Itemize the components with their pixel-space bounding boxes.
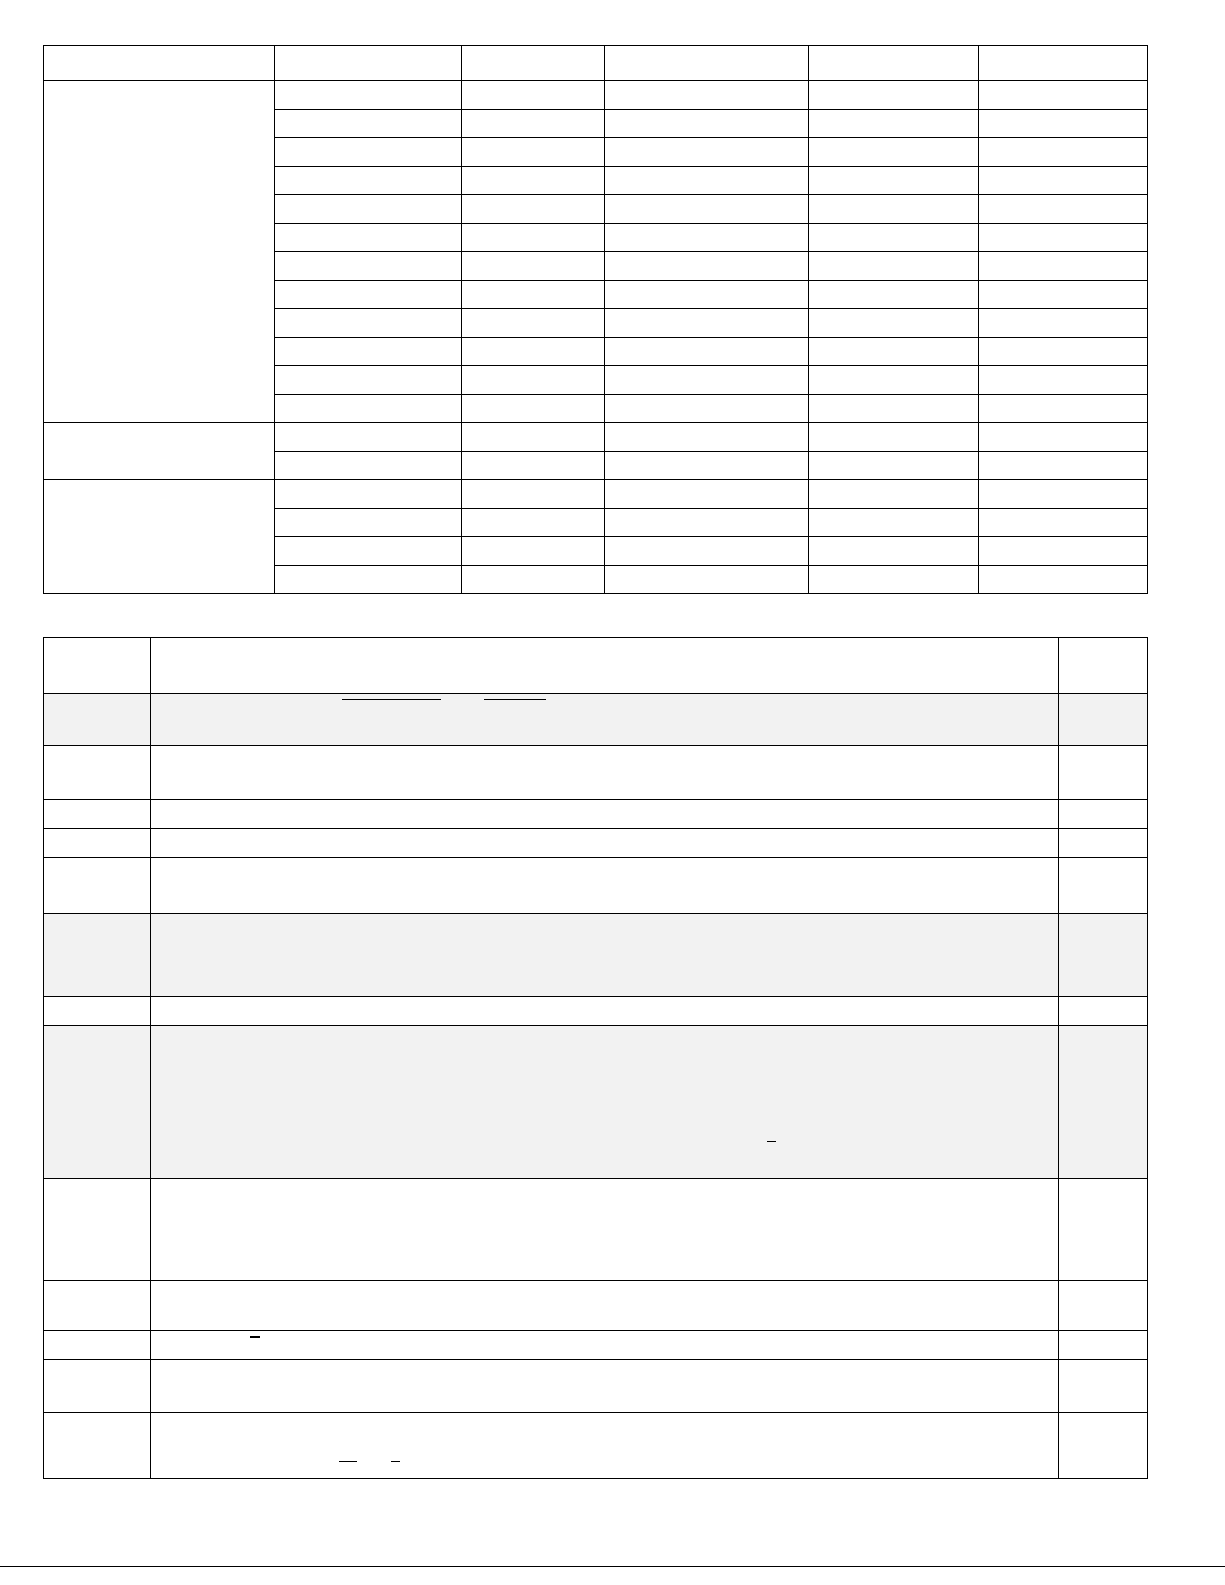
step-description-cell xyxy=(151,1179,1059,1281)
spec-cell xyxy=(979,166,1148,195)
spec-cell xyxy=(809,394,979,423)
spec-cell xyxy=(275,537,462,566)
spec-cell xyxy=(809,166,979,195)
step-row xyxy=(44,1026,1148,1179)
step-row xyxy=(44,1413,1148,1479)
spec-cell xyxy=(979,280,1148,309)
step-row xyxy=(44,829,1148,858)
overline-mark xyxy=(339,1461,357,1462)
spec-cell xyxy=(605,537,809,566)
spec-cell xyxy=(605,337,809,366)
step-check-cell xyxy=(1059,694,1148,746)
spec-cell xyxy=(462,394,605,423)
step-row xyxy=(44,800,1148,829)
spec-row xyxy=(44,480,1148,509)
step-check-cell xyxy=(1059,800,1148,829)
spec-cell xyxy=(979,109,1148,138)
step-check-cell xyxy=(1059,1179,1148,1281)
step-description-cell xyxy=(151,694,1059,746)
spec-cell xyxy=(605,138,809,167)
spec-cell xyxy=(275,394,462,423)
spec-cell xyxy=(605,195,809,224)
spec-cell xyxy=(462,480,605,509)
spec-cell xyxy=(809,565,979,594)
spec-cell xyxy=(809,537,979,566)
spec-cell xyxy=(979,337,1148,366)
step-check-cell xyxy=(1059,829,1148,858)
spec-cell xyxy=(275,366,462,395)
spec-cell xyxy=(275,223,462,252)
step-row xyxy=(44,997,1148,1026)
spec-cell xyxy=(275,138,462,167)
spec-cell xyxy=(605,508,809,537)
step-description-cell xyxy=(151,914,1059,997)
footer-rule xyxy=(0,1566,1225,1567)
spec-group-cell xyxy=(44,423,275,480)
step-check-cell xyxy=(1059,1026,1148,1179)
spec-cell xyxy=(462,451,605,480)
spec-table xyxy=(43,45,1148,594)
spec-header-row xyxy=(44,46,1148,81)
step-description-cell xyxy=(151,800,1059,829)
spec-cell xyxy=(275,451,462,480)
spec-cell xyxy=(809,337,979,366)
step-check-cell xyxy=(1059,1281,1148,1331)
step-number-cell xyxy=(44,1179,151,1281)
spec-cell xyxy=(979,195,1148,224)
step-row xyxy=(44,914,1148,997)
spec-cell xyxy=(462,109,605,138)
step-check-cell xyxy=(1059,638,1148,694)
step-number-cell xyxy=(44,1281,151,1331)
step-description-cell xyxy=(151,1026,1059,1179)
spec-cell xyxy=(979,480,1148,509)
spec-cell xyxy=(275,309,462,338)
spec-cell xyxy=(462,423,605,452)
spec-cell xyxy=(605,109,809,138)
step-row xyxy=(44,1179,1148,1281)
step-number-cell xyxy=(44,638,151,694)
spec-cell xyxy=(979,451,1148,480)
step-check-cell xyxy=(1059,746,1148,800)
spec-cell xyxy=(809,451,979,480)
spec-cell xyxy=(605,394,809,423)
spec-cell xyxy=(462,537,605,566)
step-check-cell xyxy=(1059,914,1148,997)
spec-cell xyxy=(809,309,979,338)
spec-cell xyxy=(809,109,979,138)
spec-cell xyxy=(809,138,979,167)
spec-cell xyxy=(979,423,1148,452)
spec-row xyxy=(44,81,1148,110)
step-number-cell xyxy=(44,1413,151,1479)
step-description-cell xyxy=(151,1281,1059,1331)
spec-cell xyxy=(462,508,605,537)
spec-cell xyxy=(275,337,462,366)
step-description-cell xyxy=(151,746,1059,800)
overline-mark xyxy=(391,1461,400,1462)
step-description-cell xyxy=(151,858,1059,914)
step-row xyxy=(44,746,1148,800)
spec-cell xyxy=(605,451,809,480)
step-description-cell xyxy=(151,1331,1059,1360)
overline-mark xyxy=(342,699,441,700)
spec-cell xyxy=(462,195,605,224)
spec-cell xyxy=(462,223,605,252)
spec-cell xyxy=(979,309,1148,338)
spec-cell xyxy=(462,166,605,195)
step-row xyxy=(44,858,1148,914)
spec-cell xyxy=(462,565,605,594)
spec-cell xyxy=(462,337,605,366)
spec-cell xyxy=(605,565,809,594)
step-number-cell xyxy=(44,1026,151,1179)
step-description-cell xyxy=(151,1413,1059,1479)
step-description-cell xyxy=(151,1360,1059,1413)
spec-cell xyxy=(979,394,1148,423)
spec-header-cell xyxy=(275,46,462,81)
step-number-cell xyxy=(44,694,151,746)
spec-cell xyxy=(605,309,809,338)
spec-cell xyxy=(809,423,979,452)
spec-cell xyxy=(275,81,462,110)
spec-cell xyxy=(275,252,462,281)
step-number-cell xyxy=(44,997,151,1026)
spec-cell xyxy=(605,280,809,309)
step-number-cell xyxy=(44,914,151,997)
step-number-cell xyxy=(44,1360,151,1413)
spec-cell xyxy=(275,166,462,195)
spec-cell xyxy=(979,366,1148,395)
step-number-cell xyxy=(44,829,151,858)
overline-mark xyxy=(767,1141,776,1142)
spec-cell xyxy=(809,81,979,110)
spec-cell xyxy=(979,252,1148,281)
step-check-cell xyxy=(1059,858,1148,914)
overline-mark xyxy=(484,699,546,700)
spec-cell xyxy=(809,252,979,281)
step-row xyxy=(44,1281,1148,1331)
spec-cell xyxy=(462,138,605,167)
spec-cell xyxy=(275,423,462,452)
spec-cell xyxy=(275,565,462,594)
step-row xyxy=(44,1360,1148,1413)
spec-cell xyxy=(979,81,1148,110)
step-description-cell xyxy=(151,997,1059,1026)
step-check-cell xyxy=(1059,1413,1148,1479)
spec-cell xyxy=(809,508,979,537)
spec-cell xyxy=(605,223,809,252)
step-check-cell xyxy=(1059,1360,1148,1413)
spec-cell xyxy=(605,252,809,281)
overline-mark xyxy=(250,1336,260,1338)
spec-cell xyxy=(605,423,809,452)
spec-cell xyxy=(979,565,1148,594)
spec-cell xyxy=(462,309,605,338)
spec-header-cell xyxy=(809,46,979,81)
spec-cell xyxy=(275,480,462,509)
spec-header-cell xyxy=(462,46,605,81)
spec-cell xyxy=(979,138,1148,167)
step-description-cell xyxy=(151,829,1059,858)
step-description-cell xyxy=(151,638,1059,694)
step-table xyxy=(43,637,1148,1479)
spec-cell xyxy=(605,480,809,509)
step-number-cell xyxy=(44,1331,151,1360)
step-number-cell xyxy=(44,746,151,800)
spec-cell xyxy=(462,81,605,110)
spec-cell xyxy=(462,366,605,395)
step-header-row xyxy=(44,638,1148,694)
spec-cell xyxy=(605,366,809,395)
spec-cell xyxy=(275,109,462,138)
spec-row xyxy=(44,423,1148,452)
spec-group-cell xyxy=(44,81,275,423)
spec-cell xyxy=(275,280,462,309)
spec-cell xyxy=(809,480,979,509)
spec-cell xyxy=(275,195,462,224)
step-check-cell xyxy=(1059,997,1148,1026)
spec-cell xyxy=(605,166,809,195)
spec-group-cell xyxy=(44,480,275,594)
spec-header-cell xyxy=(979,46,1148,81)
step-row xyxy=(44,1331,1148,1360)
spec-header-cell xyxy=(44,46,275,81)
spec-cell xyxy=(809,280,979,309)
spec-cell xyxy=(275,508,462,537)
step-number-cell xyxy=(44,800,151,829)
spec-cell xyxy=(605,81,809,110)
spec-cell xyxy=(979,537,1148,566)
spec-cell xyxy=(979,223,1148,252)
spec-cell xyxy=(462,252,605,281)
spec-cell xyxy=(979,508,1148,537)
spec-cell xyxy=(462,280,605,309)
step-number-cell xyxy=(44,858,151,914)
spec-header-cell xyxy=(605,46,809,81)
step-check-cell xyxy=(1059,1331,1148,1360)
spec-cell xyxy=(809,223,979,252)
step-row xyxy=(44,694,1148,746)
spec-cell xyxy=(809,195,979,224)
spec-cell xyxy=(809,366,979,395)
